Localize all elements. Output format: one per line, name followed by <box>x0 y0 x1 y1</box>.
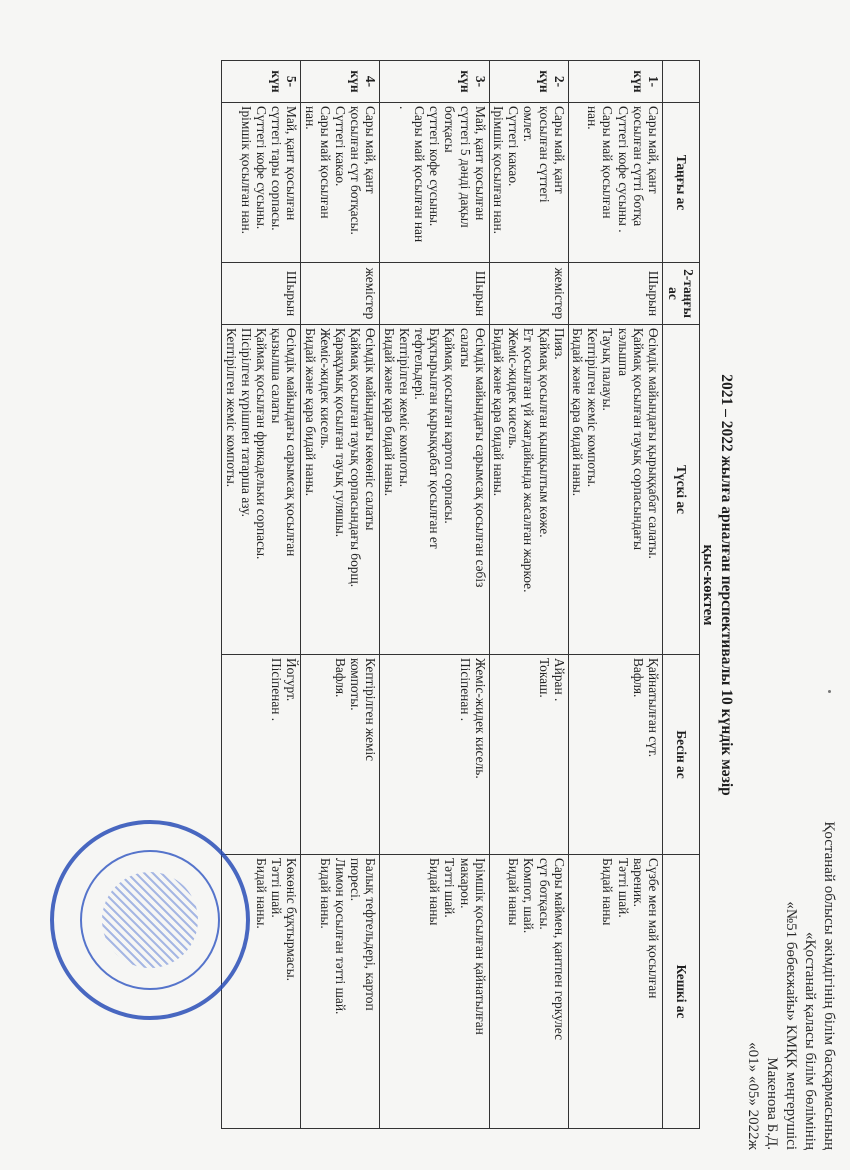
official-stamp <box>50 820 250 1020</box>
table-row <box>568 61 662 1129</box>
season-label: қыс-көктем <box>700 544 716 626</box>
dinner-cell <box>301 855 380 1129</box>
cell-line: Сары май, қант <box>646 106 661 194</box>
cell-line: 3- <box>472 75 488 88</box>
cell-line: Кептірілген жеміс <box>363 658 379 762</box>
cell-line: күн <box>630 70 646 93</box>
cell-line: Вафля. <box>630 658 646 698</box>
cell-line: 2- <box>551 75 567 88</box>
cell-line: сүт ботқасы. <box>536 858 552 930</box>
cell-line: Көкөніс бұқтырмасы. <box>284 858 300 981</box>
cell-line: Қарақұмық қосылған тауық гуляшы. <box>332 328 348 538</box>
second-breakfast-cell <box>301 263 380 325</box>
lunch-cell <box>380 325 489 655</box>
cell-line: Бидай наны <box>600 858 616 926</box>
cell-line: сүттегі 5 дәнді дақыл <box>457 106 473 228</box>
cell-line: Сүттегі какао. <box>332 106 348 187</box>
cell-line: Сүттегі кофе сусыны . <box>615 106 631 233</box>
day-cell <box>489 61 568 103</box>
lunch-cell <box>489 325 568 655</box>
cell-line: Бұқтырылған қырыққабат қосылған ет <box>427 328 443 549</box>
cell-line: Пісіпенан . <box>457 658 473 722</box>
cell-line: Ірімшік қосылған нан. <box>490 106 506 234</box>
approval-line: Қостанай облысы әкімдігінің білім басқармасының <box>821 821 837 1150</box>
cell-line: Сары май, қант <box>363 106 379 194</box>
cell-line: Шырын <box>284 270 300 317</box>
cell-line: 1- <box>646 75 661 88</box>
cell-line: Ет қосылған үй жағдайында жасалған жаркое. <box>521 328 537 593</box>
lunch-cell <box>222 325 301 655</box>
cell-line: Ірімшік қосылған қайнатылған <box>472 858 488 1035</box>
breakfast-cell <box>380 103 489 263</box>
menu-body <box>222 61 663 1129</box>
lunch-cell <box>301 325 380 655</box>
cell-line: Ірімшік қосылған нан. <box>238 106 254 234</box>
cell-line: Бидай және қара бидай наны. <box>490 328 506 497</box>
breakfast-cell <box>301 103 380 263</box>
snack-cell <box>489 655 568 855</box>
menu-table <box>221 60 700 1129</box>
cell-line: Тәтті шай. <box>269 858 285 918</box>
header-breakfast: Таңғы ас <box>663 103 700 263</box>
approval-block <box>743 790 838 1150</box>
cell-line: Тауық палауы. <box>600 328 616 411</box>
cell-line: Жеміс-жидек кисель. <box>472 658 488 779</box>
cell-line: Компот, шай. <box>521 858 537 934</box>
cell-line: пюресі. <box>348 858 364 902</box>
cell-line: Сары май, қант <box>551 106 567 194</box>
day-cell <box>380 61 489 103</box>
cell-line: Вафля. <box>332 658 348 698</box>
table-row <box>380 61 489 1129</box>
cell-line: Май, қант қосылған <box>284 106 300 221</box>
snack-cell <box>380 655 489 855</box>
cell-line: тефтельдері. <box>411 328 427 400</box>
cell-line: Бидай және қара бидай наны. <box>302 328 318 497</box>
cell-line: вареник. <box>630 858 646 907</box>
cell-line: макарон. <box>457 858 473 909</box>
approval-signer: Макенова Б.Д. <box>764 1057 780 1150</box>
second-breakfast-cell <box>568 263 662 325</box>
table-row <box>489 61 568 1129</box>
cell-line: Сары маймен, қантпен геркулес <box>551 858 567 1041</box>
cell-line: кэльшпа <box>615 328 631 377</box>
breakfast-cell <box>222 103 301 263</box>
header-row <box>663 61 700 1129</box>
snack-cell <box>301 655 380 855</box>
cell-line: күн <box>536 70 552 93</box>
cell-line: қосылған сүттегі <box>536 106 552 203</box>
cell-line: Өсімдік майындағы сарымсақ қосылған сәбіз <box>472 328 488 588</box>
cell-line: күн <box>269 70 285 93</box>
cell-line: Қаймақ қосылған тауық сорпасындағы <box>630 328 646 550</box>
approval-date: «01» «05» 2022ж <box>745 1042 761 1150</box>
cell-line: Тәтті шай. <box>442 858 458 918</box>
cell-line: Балық тефтельдері, картоп <box>363 858 379 1011</box>
snack-cell <box>222 655 301 855</box>
cell-line: Қаймақ қосылған тауық сорпасындағы борщ. <box>348 328 364 588</box>
cell-line: Бидай және қара бидай наны. <box>381 328 397 497</box>
snack-cell <box>568 655 662 855</box>
cell-line: Сүттегі кофе сусыны. <box>253 106 269 230</box>
cell-line: қосылған сүтті ботқа <box>630 106 646 227</box>
document-title: 2021 – 2022 жылға арналған перспективалы 10 күндік мәзір <box>718 374 735 796</box>
cell-line: Өсімдік майындағы көкөніс салаты <box>363 328 379 531</box>
cell-line: қосылған сүт ботқасы. <box>348 106 364 235</box>
cell-line: Сары май қосылған <box>317 106 333 219</box>
day-cell <box>301 61 380 103</box>
cell-line: Сары май қосылған нан <box>411 106 427 243</box>
cell-line: Токаш. <box>536 658 552 698</box>
lunch-cell <box>568 325 662 655</box>
cell-line: Шырын <box>472 270 488 317</box>
header-day <box>663 61 700 103</box>
breakfast-cell <box>489 103 568 263</box>
dinner-cell <box>489 855 568 1129</box>
cell-line: Тәтті шай. <box>615 858 631 918</box>
cell-line: Сүттегі какао. <box>506 106 522 187</box>
cell-line: Пияз. <box>551 328 567 360</box>
cell-line: Пісіпенан . <box>269 658 285 722</box>
cell-line: Бидай наны. <box>253 858 269 929</box>
cell-line: Жеміс-жидек кисель. <box>506 328 522 449</box>
cell-line: Лимон қосылған тәтті шай. <box>332 858 348 1015</box>
header-dinner: Кешкі ас <box>663 855 700 1129</box>
cell-line: Бидай наны <box>506 858 522 926</box>
cell-line: күн <box>348 70 364 93</box>
cell-line: Айран . <box>551 658 567 702</box>
header-second-breakfast: 2-таңғы ас <box>663 263 700 325</box>
cell-line: компоты. <box>348 658 364 711</box>
cell-line: 4- <box>363 75 379 88</box>
cell-line: Жеміс-жидек кисель. <box>317 328 333 449</box>
cell-line: Сары май қосылған <box>600 106 616 219</box>
cell-line: Өсімдік майындағы қырыққабат салаты. <box>646 328 661 559</box>
cell-line: жемістер <box>551 267 567 320</box>
cell-line: Кептірілген жеміс компоты. <box>396 328 412 488</box>
cell-line: сүттегі кофе сусыны. <box>427 106 443 227</box>
cell-line: Қаймақ қосылған картоп сорпасы. <box>442 328 458 524</box>
cell-line: сүттегі тары сорпасы. <box>269 106 285 231</box>
cell-line: салаты <box>457 328 473 368</box>
cell-line: омлет. <box>521 106 537 142</box>
approval-line: «Қостанай қаласы білім бөлімінің <box>802 932 818 1150</box>
cell-line: ботқасы <box>442 106 458 153</box>
second-breakfast-cell <box>380 263 489 325</box>
cell-line: 5- <box>284 75 300 88</box>
day-cell <box>568 61 662 103</box>
cell-line: Кептірілген жеміс компоты. <box>223 328 239 488</box>
cell-line: жемістер <box>363 267 379 320</box>
cell-line: Пісірілген күрішпен татарша азу. <box>238 328 254 517</box>
dinner-cell <box>380 855 489 1129</box>
cell-line: Бидай және қара бидай наны. <box>569 328 585 497</box>
cell-line: Қаймақ қосылған қышқылтым көже. <box>536 328 552 538</box>
second-breakfast-cell <box>222 263 301 325</box>
cell-line: нан. <box>585 106 601 130</box>
cell-line: қызылша салаты <box>269 328 285 424</box>
cell-line: нан. <box>302 106 318 130</box>
second-breakfast-cell <box>489 263 568 325</box>
cell-line: Бидай наны <box>427 858 443 926</box>
cell-line: Қайнатылған сүт. <box>646 658 661 758</box>
table-row <box>301 61 380 1129</box>
cell-line: күн <box>457 70 473 93</box>
cell-line: Май, қант қосылған <box>472 106 488 221</box>
breakfast-cell <box>568 103 662 263</box>
approval-line: «№51 бөбекжайы» КМҚК меңгерушісі <box>783 901 799 1150</box>
cell-line: . <box>396 106 412 110</box>
cell-line: Қаймақ қосылған фрикадельки сорпасы. <box>253 328 269 560</box>
cell-line: Йогурт. <box>284 658 300 702</box>
dinner-cell <box>568 855 662 1129</box>
cell-line: Бидай наны. <box>317 858 333 929</box>
cell-line: Сүзбе мен май қосылған <box>646 858 661 999</box>
cell-line: Өсімдік майындағы сарымсақ қосылған <box>284 328 300 557</box>
header-lunch: Түскі ас <box>663 325 700 655</box>
day-cell <box>222 61 301 103</box>
header-snack: Бесін ас <box>663 655 700 855</box>
cell-line: Кептірілген жеміс компоты. <box>585 328 601 488</box>
cell-line: Шырын <box>646 270 661 317</box>
